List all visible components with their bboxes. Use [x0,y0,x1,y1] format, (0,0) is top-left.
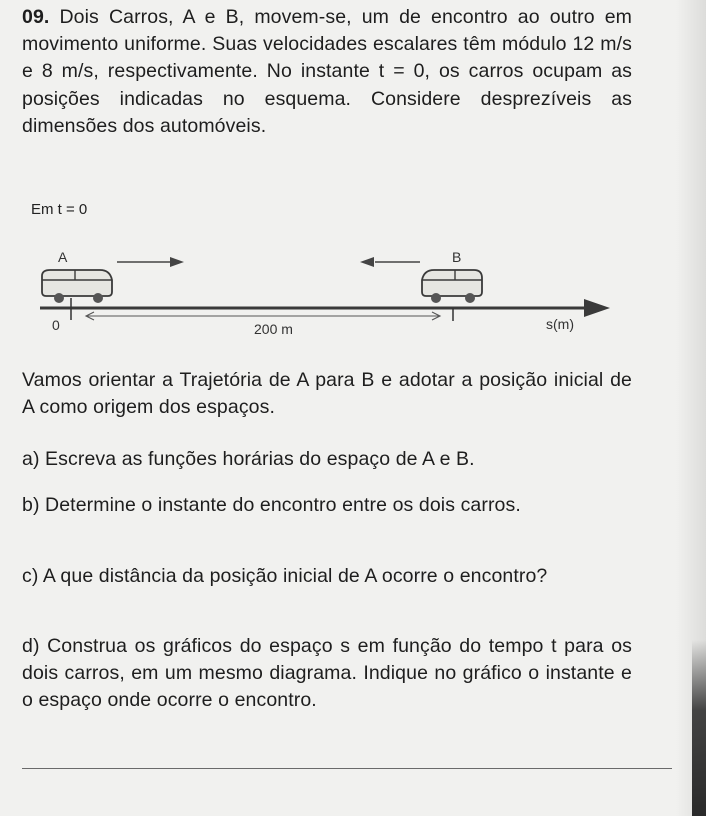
item-b: b) Determine o instante do encontro entre os dois carros. [22,494,521,516]
car-b-icon [422,270,482,303]
car-a-velocity-arrow [117,257,184,267]
distance-dimension-line [86,312,440,320]
question-intro-text: Dois Carros, A e B, movem-se, um de encontro ao outro em movimento uniforme. Suas velocidades escalares têm módulo 12 m/s e 8 m/s, respectivamente. No instante t = 0, os carros ocupam as posições indicadas no esquema. Considere desprezíveis as dimensões dos automóveis. [22,6,632,137]
axis-label: s(m) [546,316,574,332]
bottom-divider [22,768,672,769]
car-a-label: A [58,249,68,265]
item-a: a) Escreva as funções horárias do espaço de A e B. [22,448,475,470]
question-intro [22,4,632,140]
position-axis [40,299,610,317]
motion-diagram [0,190,706,360]
item-d: d) Construa os gráficos do espaço s em função do tempo t para os dois carros, em um mesmo diagrama. Indique no gráfico o instante e o espaço onde ocorre o encontro. [22,635,632,712]
car-b-velocity-arrow [360,257,420,267]
item-c: c) A que distância da posição inicial de A ocorre o encontro? [22,565,548,587]
orientation-paragraph: Vamos orientar a Trajetória de A para B e adotar a posição inicial de A como origem dos espaços. [22,369,632,419]
time-label: Em t = 0 [31,201,88,218]
origin-label: 0 [52,317,60,333]
page-edge-dark [692,640,706,816]
question-number: 09. [22,6,50,28]
car-a-icon [42,270,112,303]
distance-label: 200 m [254,321,293,337]
car-b-label: B [452,249,462,265]
